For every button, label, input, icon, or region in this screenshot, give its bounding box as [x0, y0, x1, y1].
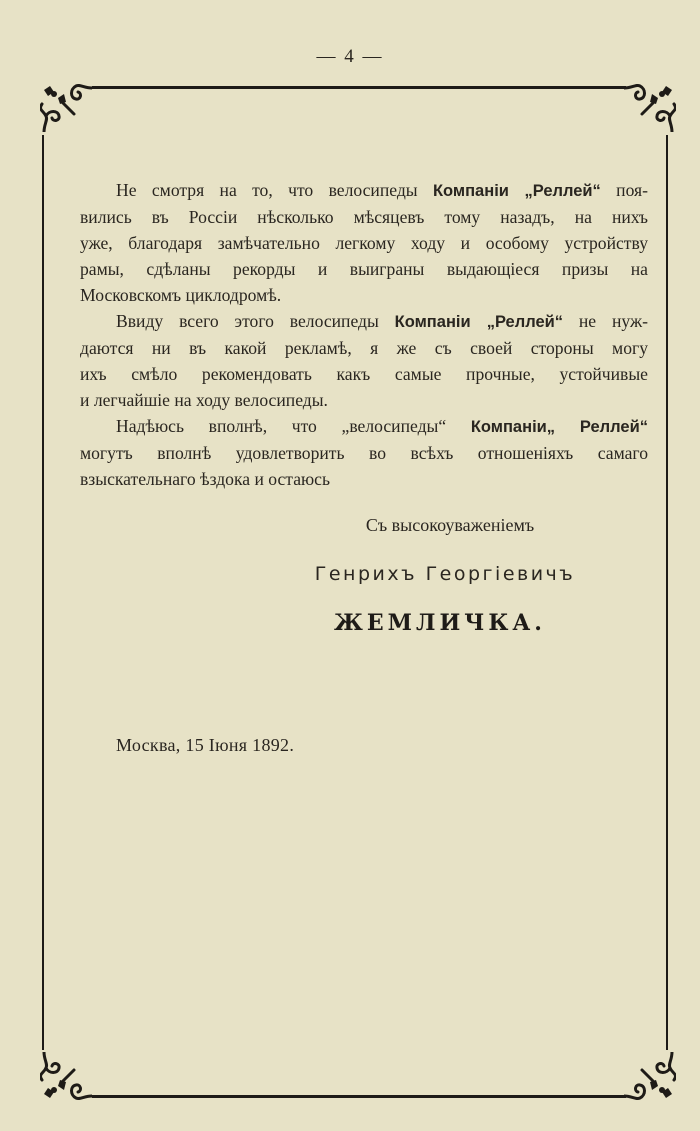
text-line: Московскомъ циклодромѣ.	[80, 285, 282, 305]
paragraph-3	[80, 413, 648, 492]
corner-ornament-icon	[624, 80, 676, 132]
closing-salutation: Съ высокоуваженiемъ	[365, 515, 535, 535]
corner-ornament-icon	[624, 1052, 676, 1104]
frame-top-rule	[92, 86, 626, 89]
letter-body	[80, 177, 648, 492]
signer-name: Генрихъ Георгiевичъ	[314, 563, 576, 585]
company-name: Компанiи „Реллей“	[432, 182, 601, 200]
paragraph-1	[80, 177, 648, 308]
text-line: даются ни въ какой рекламѣ, я же съ своей стороны могу	[80, 338, 648, 358]
text-line: Ввиду всего этого велосипеды Компанiи „Реллей“ не нуж-	[116, 311, 648, 331]
text-line: могутъ вполнѣ удовлетворить во всѣхъ отношенiяхъ самаго	[80, 443, 648, 463]
frame-bottom-rule	[92, 1095, 626, 1098]
text-line: ихъ смѣло рекомендовать какъ самые прочные, устойчивые	[80, 364, 648, 384]
text-line: взыскательнаго ѣздока и остаюсь	[80, 469, 330, 489]
corner-ornament-icon	[40, 80, 92, 132]
corner-ornament-icon	[40, 1052, 92, 1104]
company-name: Компанiи „Реллей“	[394, 313, 564, 331]
paragraph-2	[80, 308, 648, 413]
company-name: Компанiи„ Реллей“	[470, 418, 648, 436]
page-number: — 4 —	[316, 46, 384, 67]
signer-surname: ЖЕМЛИЧКА.	[334, 610, 546, 636]
text-line: Не смотря на то, что велосипеды Компанiи „Реллей“ поя-	[116, 180, 648, 200]
text-line: вились въ Россiи нѣсколько мѣсяцевъ тому назадъ, на нихъ	[80, 207, 648, 227]
text-line: Надѣюсь вполнѣ, что „велосипеды“ Компанiи„ Реллей“	[116, 416, 648, 436]
frame-left-rule	[42, 135, 44, 1050]
frame-right-rule	[666, 135, 668, 1050]
text-line: рамы, сдѣланы рекорды и выиграны выдающiеся призы на	[80, 259, 648, 279]
dateline: Москва, 15 Iюня 1892.	[116, 735, 295, 755]
text-line: и легчайшiе на ходу велосипеды.	[80, 390, 328, 410]
text-line: уже, благодаря замѣчательно легкому ходу и особому устройству	[80, 233, 648, 253]
